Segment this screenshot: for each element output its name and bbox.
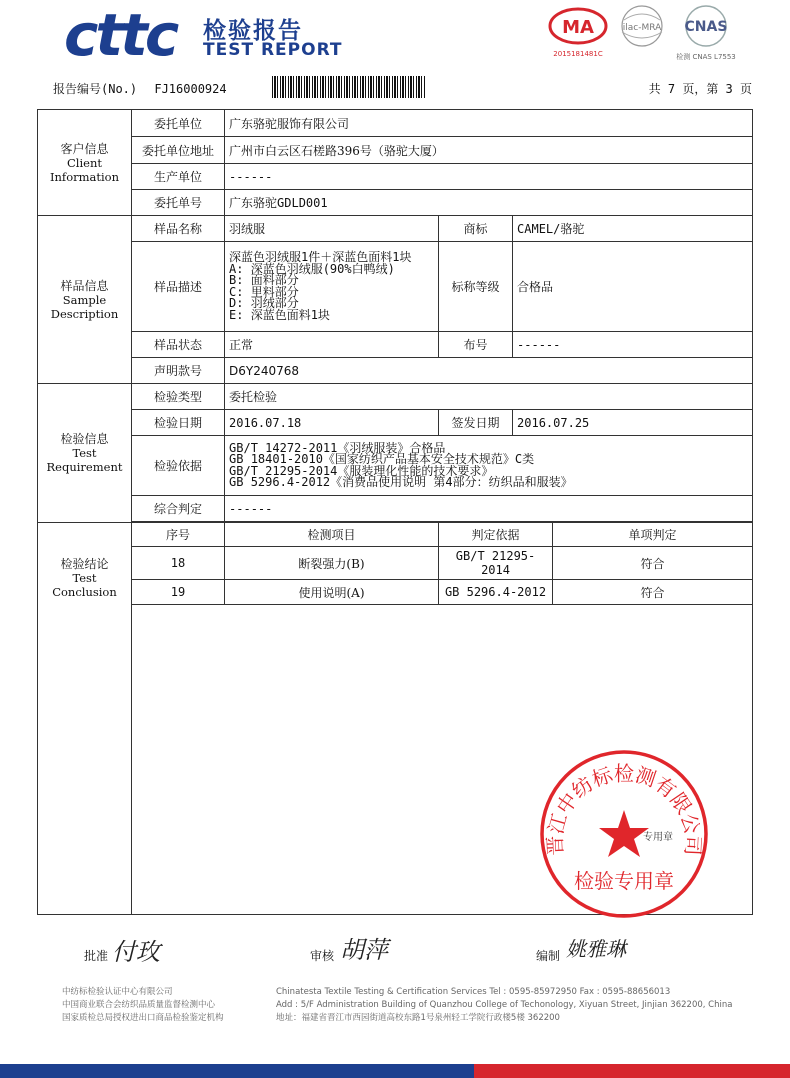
cttc-logo: cttc <box>64 1 177 69</box>
seal-ring-text: 晋江中纺标检测有限公司 <box>542 761 706 857</box>
footer-cn-line: 中纺标检验认证中心有限公司 <box>62 987 173 997</box>
result-verdict: 符合 <box>553 547 753 580</box>
cnas-logo-icon <box>675 4 737 48</box>
test-date-value: 2016.07.18 <box>225 410 439 436</box>
seal-center-text: 专用章 <box>643 832 673 843</box>
result-basis: GB/T 21295-2014 <box>439 547 553 580</box>
section-test-cn: 检验信息 <box>60 432 109 446</box>
sample-desc-value <box>225 242 439 332</box>
sample-name-value: 羽绒服 <box>225 216 439 242</box>
style-no-label: 声明款号 <box>132 358 225 384</box>
report-title-en: TEST REPORT <box>203 40 343 60</box>
result-no: 18 <box>132 547 225 580</box>
test-type-label: 检验类型 <box>132 384 225 410</box>
entrust-unit-label: 委托单位 <box>132 110 225 137</box>
result-verdict: 符合 <box>553 580 753 605</box>
footer-cn-line: 国家质检总局授权进出口商品检验鉴定机构 <box>62 1013 224 1023</box>
grade-value: 合格品 <box>513 242 753 332</box>
results-header-verdict: 单项判定 <box>553 523 753 547</box>
sample-desc-line: D: 羽绒部分 <box>229 296 299 310</box>
star-icon <box>599 810 649 857</box>
report-number <box>53 80 227 97</box>
producer-value: ------ <box>225 164 753 190</box>
cnas-badge <box>675 4 737 61</box>
section-client-en: Client Information <box>49 155 120 184</box>
cnas-number: 检测 CNAS L7553 <box>676 53 736 61</box>
cma-logo-icon <box>548 6 608 46</box>
sample-desc-line: E: 深蓝色面料1块 <box>229 307 330 322</box>
table-row <box>38 547 753 580</box>
footer-en-line: Chinatesta Textile Testing & Certification Services Tel : 0595-85972950 Fax : 0595-88656013 <box>276 987 671 997</box>
inspection-seal <box>538 748 710 920</box>
producer-label: 生产单位 <box>132 164 225 190</box>
sample-desc-line: B: 面料部分 <box>229 273 299 287</box>
grade-label: 标称等级 <box>439 242 513 332</box>
entrust-address-label: 委托单位地址 <box>132 137 225 164</box>
test-basis-line: GB/T 14272-2011《羽绒服装》合格品 <box>229 440 446 455</box>
cma-number: 2015181481C <box>553 50 603 58</box>
sample-desc-line: A: 深蓝色羽绒服(90%白鸭绒) <box>229 261 395 276</box>
brand-value: CAMEL/骆驼 <box>513 216 753 242</box>
sample-desc-line: 深蓝色羽绒服1件＋深蓝色面料1块 <box>229 250 412 264</box>
sample-state-value: 正常 <box>225 332 439 358</box>
issue-date-label: 签发日期 <box>439 410 513 436</box>
sample-name-label: 样品名称 <box>132 216 225 242</box>
test-basis-line: GB/T 21295-2014《服装理化性能的技术要求》 <box>229 463 494 478</box>
style-no-value: D6Y240768 <box>225 358 753 384</box>
footer-color-bar <box>0 1064 790 1078</box>
test-type-value: 委托检验 <box>225 384 753 410</box>
section-conclusion <box>38 523 132 915</box>
cnas-mark: CNAS <box>684 19 728 35</box>
result-item: 使用说明(A) <box>225 580 439 605</box>
test-basis-value <box>225 436 753 496</box>
footer-en <box>276 986 776 1025</box>
section-test-en: Test Requirement <box>46 446 123 474</box>
review-signature: 胡萍 <box>340 936 388 964</box>
seal-bottom-text: 检验专用章 <box>574 869 674 893</box>
page-info: 共 7 页，第 3 页 <box>648 82 752 96</box>
approve-label: 批准 <box>84 949 109 963</box>
order-label: 委托单号 <box>132 190 225 216</box>
footer-cn <box>62 986 224 1025</box>
review-label: 审核 <box>310 949 335 963</box>
results-header-no: 序号 <box>132 523 225 547</box>
section-sample <box>38 216 132 384</box>
report-number-value: FJ16000924 <box>154 82 227 96</box>
result-basis: GB 5296.4-2012 <box>439 580 553 605</box>
cloth-label: 布号 <box>439 332 513 358</box>
sample-state-label: 样品状态 <box>132 332 225 358</box>
ilac-logo-icon <box>614 4 670 48</box>
test-basis-label: 检验依据 <box>132 436 225 496</box>
edit-label: 编制 <box>536 949 561 963</box>
verdict-value: ------ <box>225 496 753 522</box>
cma-badge <box>548 6 608 58</box>
ilac-badge <box>614 4 670 56</box>
edit-signature: 姚雅琳 <box>566 937 626 961</box>
section-client-cn: 客户信息 <box>60 141 109 156</box>
entrust-address-value: 广州市白云区石槎路396号（骆驼大厦） <box>225 137 753 164</box>
test-basis-line: GB 5296.4-2012《消费品使用说明 第4部分：纺织品和服装》 <box>229 475 573 489</box>
verdict-label: 综合判定 <box>132 496 225 522</box>
results-header-item: 检测项目 <box>225 523 439 547</box>
sample-desc-label: 样品描述 <box>132 242 225 332</box>
footer-cn-line: 中国商业联合会纺织品质量监督检测中心 <box>62 1000 216 1010</box>
approve-signature: 付玫 <box>112 938 160 966</box>
entrust-unit-value: 广东骆驼服饰有限公司 <box>225 110 753 137</box>
footer-en-line: 地址：福建省晋江市西园街道高校东路1号泉州轻工学院行政楼5楼 362200 <box>276 1013 560 1023</box>
section-conclusion-en: Test Conclusion <box>52 571 117 599</box>
brand-label: 商标 <box>439 216 513 242</box>
result-no: 19 <box>132 580 225 605</box>
order-value: 广东骆驼GDLD001 <box>225 190 753 216</box>
section-test <box>38 384 132 523</box>
ilac-mark: ilac-MRA <box>622 23 662 33</box>
footer-en-line: Add : 5/F Administration Building of Quanzhou College of Techonology, Xiyuan Street, Jinjian 362200, China <box>276 1000 733 1010</box>
test-date-label: 检验日期 <box>132 410 225 436</box>
report-title-cn: 检验报告 <box>203 18 303 44</box>
result-item: 断裂强力(B) <box>225 547 439 580</box>
section-client <box>38 110 132 216</box>
report-number-label: 报告编号(No.) <box>53 82 138 96</box>
section-sample-en: Sample Description <box>50 292 119 321</box>
section-conclusion-cn: 检验结论 <box>60 557 109 571</box>
table-row <box>38 580 753 605</box>
results-header-basis: 判定依据 <box>439 523 553 547</box>
cloth-value: ------ <box>513 332 753 358</box>
barcode <box>272 76 426 98</box>
test-basis-line: GB 18401-2010《国家纺织产品基本安全技术规范》C类 <box>229 452 535 466</box>
section-sample-cn: 样品信息 <box>60 278 109 293</box>
cma-mark: MA <box>562 17 594 38</box>
sample-desc-line: C: 里料部分 <box>229 284 299 299</box>
issue-date-value: 2016.07.25 <box>513 410 753 436</box>
